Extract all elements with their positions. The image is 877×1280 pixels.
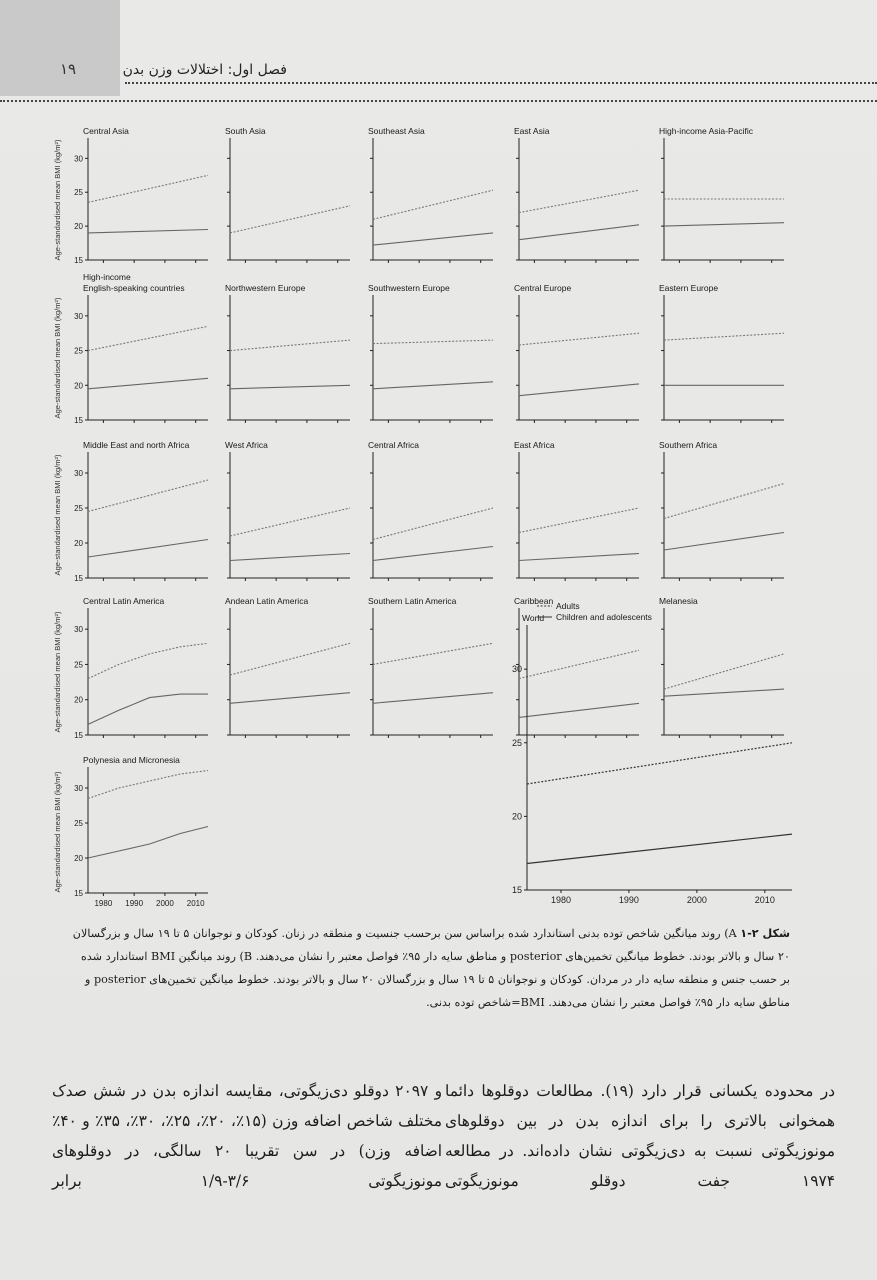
legend-adults-label: Adults bbox=[556, 601, 580, 611]
x-tick-label: 1980 bbox=[550, 895, 571, 905]
children-line bbox=[230, 693, 350, 704]
children-line bbox=[230, 385, 350, 389]
y-tick-label: 25 bbox=[511, 737, 522, 748]
y-tick-label: 15 bbox=[74, 256, 83, 265]
panel-central-asia bbox=[74, 126, 208, 265]
adults-line bbox=[230, 643, 350, 675]
children-line bbox=[519, 225, 639, 240]
y-tick-label: 30 bbox=[74, 625, 83, 635]
x-tick-label: 2000 bbox=[686, 895, 707, 905]
y-tick-label: 25 bbox=[74, 504, 83, 513]
y-tick-label: 20 bbox=[74, 539, 83, 548]
children-line bbox=[88, 230, 208, 233]
figure-caption bbox=[70, 922, 790, 1014]
y-tick-label: 20 bbox=[74, 222, 83, 232]
panel-title: Southern Latin America bbox=[368, 596, 457, 606]
panel-title: Central Latin America bbox=[83, 596, 165, 606]
y-tick-label: 15 bbox=[74, 889, 83, 898]
children-line bbox=[88, 827, 208, 859]
panel-world bbox=[512, 601, 792, 905]
adults-line bbox=[230, 206, 350, 233]
children-line bbox=[373, 547, 493, 561]
y-axis-title: Age-standardised mean BMI (kg/m²) bbox=[53, 297, 62, 419]
text-column-left bbox=[52, 1076, 442, 1196]
panel-title: Middle East and north Africa bbox=[83, 440, 190, 450]
adults-line bbox=[373, 340, 493, 344]
children-line bbox=[664, 689, 784, 696]
x-tick-label: 2010 bbox=[754, 895, 775, 905]
text-column-right bbox=[445, 1076, 835, 1196]
children-line bbox=[519, 554, 639, 561]
children-line bbox=[88, 694, 208, 724]
panel-title: Central Europe bbox=[514, 283, 572, 293]
chapter-title: فصل اول: اختلالات وزن بدن bbox=[122, 62, 287, 78]
panel-southwestern-europe bbox=[368, 283, 493, 423]
y-axis-title: Age-standardised mean BMI (kg/m²) bbox=[53, 139, 62, 261]
adults-line bbox=[519, 190, 639, 212]
panel-title: Central Asia bbox=[83, 126, 129, 136]
y-tick-label: 15 bbox=[74, 416, 83, 425]
panel-central-latin-america bbox=[74, 596, 208, 740]
panel-title: East Asia bbox=[514, 126, 550, 136]
panel-west-africa bbox=[225, 440, 350, 581]
children-line bbox=[230, 554, 350, 561]
x-tick-label: 1990 bbox=[125, 899, 144, 908]
paragraph: و ۲۰۹۷ دوقلو دی‌زیگوتی، مقایسه اندازه بدن در شش صدک مختلف شاخص اضافه وزن (۱۵٪، ۲۰٪، ۲۵٪، ۳۰٪، ۳۵٪ و ۴۰٪ اضافه وزن) در سن تقریبا ۲۰ سالگی، در دوقلوهای مونوزیگوتی ۳/۶-۱/۹ برابر bbox=[52, 1082, 443, 1190]
y-tick-label: 15 bbox=[74, 574, 83, 583]
y-axis-title: Age-standardised mean BMI (kg/m²) bbox=[53, 611, 62, 733]
caption-label: شکل ۲-۱ bbox=[740, 927, 790, 940]
adults-line bbox=[664, 484, 784, 519]
paragraph: در محدوده یکسانی قرار دارد (۱۹). مطالعات دوقلوها دائما همخوانی بالاتری را برای اندازه بدن در بین دوقلوهای مونوزیگوتی نسبت به دی‌زیگوتی نشان داده‌اند. در مطالعه ۱۹۷۴ جفت دوقلو مونوزیگوتی bbox=[445, 1082, 835, 1190]
adults-line bbox=[519, 650, 639, 678]
children-line bbox=[664, 223, 784, 226]
panel-east-asia bbox=[514, 126, 639, 263]
panel-southern-latin-america bbox=[368, 596, 493, 738]
panel-south-asia bbox=[225, 126, 350, 263]
panel-title: World bbox=[522, 613, 545, 623]
panel-andean-latin-america bbox=[225, 596, 350, 738]
panel-title: Eastern Europe bbox=[659, 283, 719, 293]
children-line bbox=[527, 834, 792, 863]
y-tick-label: 25 bbox=[74, 819, 83, 828]
panel-northwestern-europe bbox=[225, 283, 350, 423]
x-tick-label: 1990 bbox=[618, 895, 639, 905]
y-tick-label: 30 bbox=[511, 664, 522, 675]
adults-line bbox=[664, 333, 784, 340]
panel-middle-east-and-north-africa bbox=[74, 440, 208, 583]
panel-high-income-asia-pacific bbox=[659, 126, 784, 263]
panel-title: English-speaking countries bbox=[83, 283, 185, 293]
panel-central-africa bbox=[368, 440, 493, 581]
adults-line bbox=[373, 508, 493, 540]
panel-high-income-english-speaking-countries bbox=[74, 272, 208, 425]
panel-title: Polynesia and Micronesia bbox=[83, 755, 180, 765]
y-tick-label: 30 bbox=[74, 311, 83, 321]
y-axis-title: Age-standardised mean BMI (kg/m²) bbox=[53, 454, 62, 576]
y-tick-label: 25 bbox=[74, 660, 83, 670]
adults-line bbox=[373, 643, 493, 664]
y-axis-title: Age-standardised mean BMI (kg/m²) bbox=[53, 771, 62, 893]
adults-line bbox=[88, 175, 208, 202]
y-tick-label: 20 bbox=[74, 381, 83, 391]
panel-title: Caribbean bbox=[514, 596, 554, 606]
panel-melanesia bbox=[659, 596, 784, 738]
y-tick-label: 30 bbox=[74, 469, 83, 478]
children-line bbox=[519, 384, 639, 396]
x-tick-label: 1980 bbox=[94, 899, 113, 908]
children-line bbox=[88, 540, 208, 558]
x-tick-label: 2010 bbox=[186, 899, 205, 908]
panel-polynesia-and-micronesia bbox=[74, 755, 208, 908]
panel-title: Andean Latin America bbox=[225, 596, 309, 606]
y-tick-label: 25 bbox=[74, 346, 83, 356]
adults-line bbox=[527, 743, 792, 784]
adults-line bbox=[88, 326, 208, 350]
adults-line bbox=[519, 508, 639, 533]
panel-title: High-income Asia-Pacific bbox=[659, 126, 754, 136]
y-tick-label: 15 bbox=[74, 731, 83, 740]
y-tick-label: 30 bbox=[74, 154, 83, 164]
panel-title: West Africa bbox=[225, 440, 268, 450]
adults-line bbox=[230, 508, 350, 536]
children-line bbox=[373, 693, 493, 704]
y-tick-label: 25 bbox=[74, 188, 83, 198]
adults-line bbox=[230, 340, 350, 351]
caption-text: A) روند میانگین شاخص توده بدنی استاندارد شده براساس سن برحسب جنسیت و منطقه در زنان. کودکان و نوجوانان ۵ تا ۱۹ سال و بزرگسالان ۲۰ سال و بالاتر بودند. خطوط میانگین تخمین‌های posterior و مناطق سایه دار ۹۵٪ فواصل معتبر را نشان می‌دهند. B) روند میانگین BMI استاندارد شده بر حسب جنس و منطقه سایه دار در مردان. کودکان و نوجوانان ۵ تا ۱۹ سال و بزرگسالان ۲۰ سال و بالاتر بودند. خطوط میانگین تخمین‌های posterior و مناطق سایه دار ۹۵٪ فواصل معتبر را نشان می‌دهند. BMI=شاخص توده بدنی. bbox=[72, 927, 790, 1009]
panel-southern-africa bbox=[659, 440, 784, 581]
y-tick-label: 20 bbox=[74, 695, 83, 705]
panel-title: High-income bbox=[83, 272, 131, 282]
panel-title: Southeast Asia bbox=[368, 126, 425, 136]
y-tick-label: 20 bbox=[74, 854, 83, 863]
y-tick-label: 15 bbox=[511, 885, 522, 895]
page-number: ۱۹ bbox=[60, 60, 77, 78]
panel-title: East Africa bbox=[514, 440, 555, 450]
children-line bbox=[519, 703, 639, 717]
panel-east-africa bbox=[514, 440, 639, 581]
legend-children-label: Children and adolescents bbox=[556, 612, 652, 622]
panel-central-europe bbox=[514, 283, 639, 423]
panel-title: Southwestern Europe bbox=[368, 283, 450, 293]
adults-line bbox=[373, 190, 493, 219]
children-line bbox=[373, 233, 493, 245]
adults-line bbox=[519, 333, 639, 345]
panel-title: Southern Africa bbox=[659, 440, 718, 450]
adults-line bbox=[88, 771, 208, 799]
panel-eastern-europe bbox=[659, 283, 784, 423]
children-line bbox=[88, 378, 208, 389]
children-line bbox=[664, 533, 784, 551]
x-tick-label: 2000 bbox=[156, 899, 174, 908]
panel-southeast-asia bbox=[368, 126, 493, 263]
panel-title: Northwestern Europe bbox=[225, 283, 306, 293]
children-line bbox=[373, 382, 493, 389]
panel-title: Melanesia bbox=[659, 596, 698, 606]
adults-line bbox=[664, 654, 784, 689]
y-tick-label: 20 bbox=[511, 811, 522, 822]
panel-title: South Asia bbox=[225, 126, 266, 136]
adults-line bbox=[88, 480, 208, 512]
panel-title: Central Africa bbox=[368, 440, 420, 450]
adults-line bbox=[88, 643, 208, 678]
y-tick-label: 30 bbox=[74, 784, 83, 793]
